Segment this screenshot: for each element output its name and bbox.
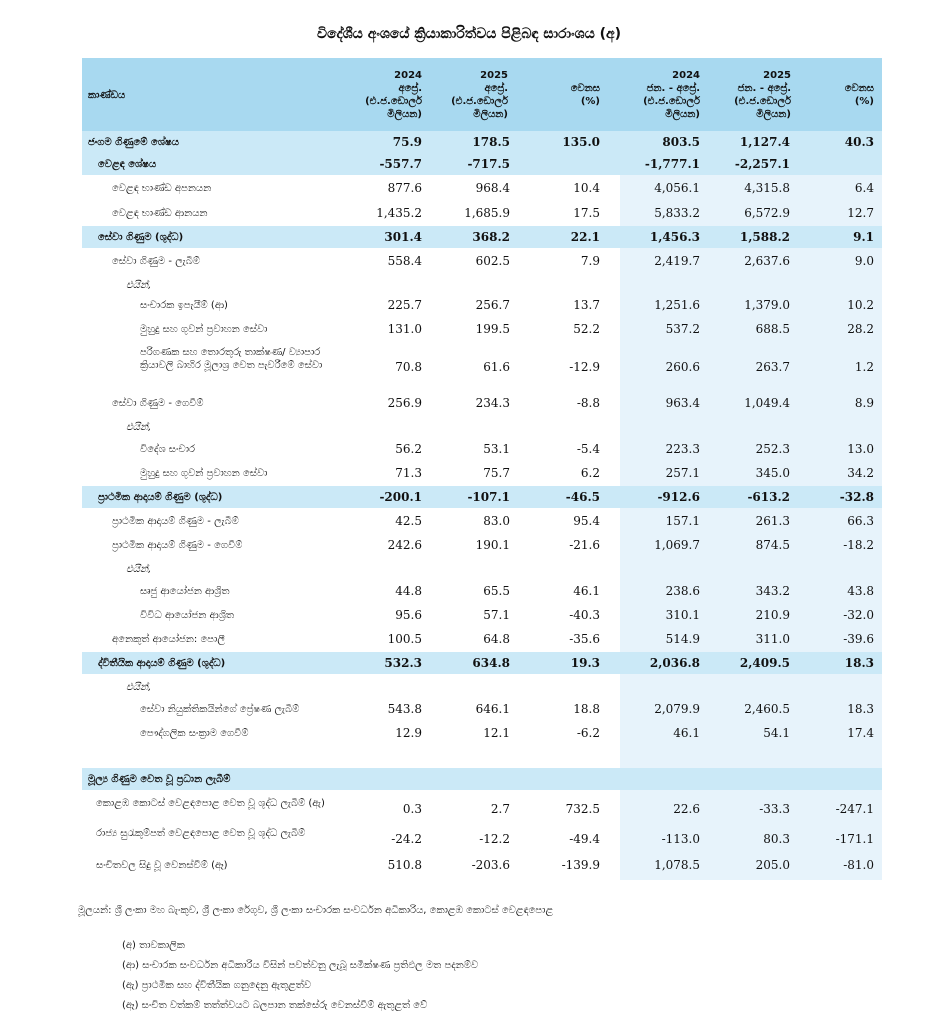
table-cell: 19.3 <box>570 656 600 670</box>
table-cell: 1,069.7 <box>654 538 700 552</box>
row-label: සේවා නියුක්තිකයින්ගේ ප්‍රේෂණ ලැබීම් <box>140 704 300 715</box>
table-cell: 311.0 <box>755 632 790 646</box>
table-cell: 256.7 <box>475 298 510 312</box>
table-cell: -49.4 <box>569 832 600 846</box>
header-col-change-month: වෙනස (%) <box>570 83 600 107</box>
table-cell: 71.3 <box>395 466 422 480</box>
table-cell: -18.2 <box>843 538 874 552</box>
table-cell: 688.5 <box>755 322 790 336</box>
footnote: (ආ) සංචාරක සංවර්ධන අධිකාරිය විසින් පවත්වනු ලැබූ සමීක්ෂණ ප්‍රතිඵල මත පදනම්ව <box>122 960 479 971</box>
table-cell: 223.3 <box>665 442 700 456</box>
row-label: සේවා ගිණුම - ලැබීම් <box>112 256 200 267</box>
table-cell: 178.5 <box>472 135 510 149</box>
row-label: මුහුදු සහ ගුවන් ප්‍රවාහන සේවා <box>140 468 268 479</box>
table-cell: 543.8 <box>387 702 422 716</box>
table-cell: 4,315.8 <box>744 181 790 195</box>
table-cell: 2,036.8 <box>649 656 700 670</box>
table-cell: 732.5 <box>565 802 600 816</box>
row-label: එයින්, <box>126 280 152 291</box>
table-cell: 261.3 <box>755 514 790 528</box>
table-cell: 6,572.9 <box>744 206 790 220</box>
table-cell: 54.1 <box>763 726 790 740</box>
row-label: වෙළඳ භාණ්ඩ ආනයන <box>112 208 208 219</box>
table-cell: 210.9 <box>755 608 790 622</box>
table-cell: 1,685.9 <box>464 206 510 220</box>
table-cell: 56.2 <box>395 442 422 456</box>
row-label: වෙළඳ භාණ්ඩ අපනයන <box>112 183 212 194</box>
table-cell: -107.1 <box>467 490 510 504</box>
table-cell: 1,127.4 <box>739 135 790 149</box>
row-label: මූල්‍ය ගිණුම වෙත වූ ප්‍රධාන ලැබීම් <box>88 774 231 785</box>
table-cell: 57.1 <box>483 608 510 622</box>
table-cell: 301.4 <box>384 230 422 244</box>
table-cell: 514.9 <box>665 632 700 646</box>
table-cell: 310.1 <box>665 608 700 622</box>
table-cell: 75.7 <box>483 466 510 480</box>
table-cell: -2,257.1 <box>734 157 790 171</box>
table-cell: -247.1 <box>835 802 874 816</box>
table-cell: 135.0 <box>562 135 600 149</box>
table-cell: 100.5 <box>387 632 422 646</box>
table-cell: 2,460.5 <box>744 702 790 716</box>
table-cell: -33.3 <box>759 802 790 816</box>
table-cell: -203.6 <box>471 858 510 872</box>
table-cell: 12.9 <box>395 726 422 740</box>
table-cell: 6.2 <box>580 466 600 480</box>
footnote: (ඇ) ප්‍රාථමික සහ ද්විතීයික ගනුදෙනු ඇතුළත්ව <box>122 980 312 991</box>
row-label: රාජ්‍ය සුරැකුම්පත් වෙළඳපොළ වෙත වූ ශුද්ධ ලැබීම් <box>96 828 306 839</box>
table-cell: 5,833.2 <box>654 206 700 220</box>
table-cell: 18.8 <box>573 702 600 716</box>
table-cell: 1.2 <box>854 360 874 374</box>
table-cell: -12.2 <box>479 832 510 846</box>
table-cell: 10.4 <box>573 181 600 195</box>
table-cell: 9.0 <box>854 254 874 268</box>
table-cell: 257.1 <box>665 466 700 480</box>
table-cell: 190.1 <box>475 538 510 552</box>
table-cell: 2,409.5 <box>739 656 790 670</box>
table-cell: -557.7 <box>379 157 422 171</box>
row-label: සෘජු ආයෝජන ආශ්‍රිත <box>140 586 230 597</box>
row-label: ජංගම ගිණුමේ ශේෂය <box>88 137 179 148</box>
table-cell: 80.3 <box>763 832 790 846</box>
table-cell: 1,379.0 <box>744 298 790 312</box>
table-cell: -32.8 <box>839 490 874 504</box>
header-category: කාණ්ඩය <box>88 89 126 101</box>
table-cell: 1,435.2 <box>376 206 422 220</box>
table-cell: 61.6 <box>483 360 510 374</box>
table-cell: -200.1 <box>379 490 422 504</box>
row-label: පරිගණක සහ තොරතුරු තාක්ෂණ/ ව්‍යාපාර ක්‍රියාවලි බාහිර මූලාශ්‍ර වෙත පැවරීමේ සේවා <box>140 347 323 371</box>
table-cell: 256.9 <box>387 396 422 410</box>
table-cell: 2,419.7 <box>654 254 700 268</box>
table-cell: 157.1 <box>665 514 700 528</box>
table-cell: 43.8 <box>847 584 874 598</box>
table-cell: -139.9 <box>561 858 600 872</box>
header-col-ytd-2024: 2024 ජන. - අප්‍රේ. (එ.ජ.ඩොලර් මිලියන) <box>643 70 700 120</box>
table-cell: 260.6 <box>665 360 700 374</box>
table-cell: 10.2 <box>847 298 874 312</box>
table-cell: 64.8 <box>483 632 510 646</box>
footnote: (ඈ) සංචිත වත්කම් තත්ත්වයට බලපාන තක්සේරු වෙනස්වීම් ඇතුළත් වේ <box>122 1000 428 1011</box>
table-cell: 368.2 <box>472 230 510 244</box>
table-cell: 46.1 <box>573 584 600 598</box>
table-cell: -5.4 <box>576 442 600 456</box>
table-cell: 65.5 <box>483 584 510 598</box>
table-cell: 53.1 <box>483 442 510 456</box>
table-cell: 345.0 <box>755 466 790 480</box>
row-label: එයින්, <box>126 682 152 693</box>
table-cell: 18.3 <box>847 702 874 716</box>
table-cell: 0.3 <box>402 802 422 816</box>
table-cell: 95.6 <box>395 608 422 622</box>
row-label: පෞද්ගලික සංක්‍රාම ගෙවීම් <box>140 728 249 739</box>
table-cell: 7.9 <box>580 254 600 268</box>
table-cell: 1,251.6 <box>654 298 700 312</box>
table-cell: 17.5 <box>573 206 600 220</box>
table-cell: 66.3 <box>847 514 874 528</box>
table-cell: 70.8 <box>395 360 422 374</box>
table-cell: 13.7 <box>573 298 600 312</box>
table-cell: -40.3 <box>569 608 600 622</box>
table-cell: 18.3 <box>844 656 874 670</box>
table-cell: 40.3 <box>844 135 874 149</box>
table-cell: 44.8 <box>395 584 422 598</box>
table-cell: 6.4 <box>854 181 874 195</box>
table-cell: 22.1 <box>570 230 600 244</box>
row-label: සංචාරක ඉපැයීම් (ආ) <box>140 300 228 311</box>
table-cell: -113.0 <box>661 832 700 846</box>
row-label: එයින්, <box>126 564 152 575</box>
table-cell: 1,588.2 <box>739 230 790 244</box>
table-cell: 225.7 <box>387 298 422 312</box>
header-col-apr-2024: 2024 අප්‍රේ. (එ.ජ.ඩොලර් මිලියන) <box>365 70 422 120</box>
table-cell: -32.0 <box>843 608 874 622</box>
table-cell: 52.2 <box>573 322 600 336</box>
table-cell: 968.4 <box>475 181 510 195</box>
row-label: මුහුදු සහ ගුවන් ප්‍රවාහන සේවා <box>140 324 268 335</box>
table-cell: 877.6 <box>387 181 422 195</box>
table-cell: -8.8 <box>576 396 600 410</box>
table-cell: 510.8 <box>387 858 422 872</box>
table-cell: 2,079.9 <box>654 702 700 716</box>
table-title: විදේශීය අංශයේ ක්‍රියාකාරිත්වය පිළිබඳ සාරාංශය (අ) <box>316 26 622 42</box>
row-label: ද්විතීයික ආදායම් ගිණුම (ශුද්ධ) <box>98 658 226 669</box>
row-label: වෙළඳ ශේෂය <box>98 159 157 170</box>
table-cell: 263.7 <box>755 360 790 374</box>
table-cell: 12.1 <box>483 726 510 740</box>
table-cell: -613.2 <box>747 490 790 504</box>
table-cell: -81.0 <box>843 858 874 872</box>
source-note: මූලයන්: ශ්‍රී ලංකා මහ බැංකුව, ශ්‍රී ලංකා රේගුව, ශ්‍රී ලංකා සංචාරක සංවර්ධන අධිකාරිය, කොළඹ කොටස් වෙළඳපොළ <box>78 905 554 916</box>
footnote: (අ) තාවකාලික <box>122 940 185 951</box>
table-cell: 602.5 <box>475 254 510 268</box>
table-cell: 131.0 <box>387 322 422 336</box>
table-cell: 238.6 <box>665 584 700 598</box>
table-cell: 22.6 <box>673 802 700 816</box>
table-cell: -46.5 <box>565 490 600 504</box>
table-cell: 13.0 <box>847 442 874 456</box>
table-cell: 234.3 <box>475 396 510 410</box>
table-cell: 242.6 <box>387 538 422 552</box>
table-cell: 1,456.3 <box>649 230 700 244</box>
row-label: විදේශ සංචාර <box>140 444 196 455</box>
table-cell: -717.5 <box>467 157 510 171</box>
table-cell: 28.2 <box>847 322 874 336</box>
table-cell: 532.3 <box>384 656 422 670</box>
table-cell: -12.9 <box>569 360 600 374</box>
table-cell: 803.5 <box>662 135 700 149</box>
row-label: විවිධ ආයෝජන ආශ්‍රිත <box>140 610 235 621</box>
table-cell: -912.6 <box>657 490 700 504</box>
table-cell: 963.4 <box>665 396 700 410</box>
table-cell: -1,777.1 <box>644 157 700 171</box>
table-cell: 46.1 <box>673 726 700 740</box>
table-cell: 12.7 <box>847 206 874 220</box>
row-label: ප්‍රාථමික ආදායම් ගිණුම - ගෙවීම් <box>112 540 243 551</box>
table-cell: 17.4 <box>847 726 874 740</box>
row-label: අනෙකුත් ආයෝජන: පොලී <box>112 634 225 645</box>
row-label: සේවා ගිණුම (ශුද්ධ) <box>98 232 184 243</box>
table-cell: 42.5 <box>395 514 422 528</box>
table-cell: 874.5 <box>755 538 790 552</box>
row-label: සේවා ගිණුම - ගෙවීම් <box>112 398 204 409</box>
header-col-apr-2025: 2025 අප්‍රේ. (එ.ජ.ඩොලර් මිලියන) <box>451 70 508 120</box>
row-label: ප්‍රාථමික ආදායම් ගිණුම - ලැබීම් <box>112 516 239 527</box>
row-label: එයින්, <box>126 422 152 433</box>
table-cell: 2.7 <box>490 802 510 816</box>
table-cell: -39.6 <box>843 632 874 646</box>
header-col-ytd-2025: 2025 ජන. - අප්‍රේ. (එ.ජ.ඩොලර් මිලියන) <box>734 70 791 120</box>
table-cell: 4,056.1 <box>654 181 700 195</box>
header-col-change-ytd: වෙනස (%) <box>844 83 874 107</box>
table-cell: 646.1 <box>475 702 510 716</box>
row-label: සංචිතවල සිදු වූ වෙනස්වීම් (ඈ) <box>96 860 228 871</box>
table-cell: 634.8 <box>472 656 510 670</box>
table-cell: 205.0 <box>755 858 790 872</box>
table-cell: -24.2 <box>391 832 422 846</box>
table-cell: 199.5 <box>475 322 510 336</box>
table-cell: 95.4 <box>573 514 600 528</box>
table-cell: 1,078.5 <box>654 858 700 872</box>
row-label: කොළඹ කොටස් වෙළඳපොළ වෙත වූ ශුද්ධ ලැබීම් (ඇ) <box>96 798 325 809</box>
table-cell: 537.2 <box>665 322 700 336</box>
row-label: ප්‍රාථමික ආදායම් ගිණුම (ශුද්ධ) <box>98 492 223 503</box>
table-cell: -35.6 <box>569 632 600 646</box>
table-cell: -171.1 <box>835 832 874 846</box>
table-cell: 75.9 <box>392 135 422 149</box>
table-cell: 2,637.6 <box>744 254 790 268</box>
table-cell: 252.3 <box>755 442 790 456</box>
table-cell: 34.2 <box>847 466 874 480</box>
table-cell: 83.0 <box>483 514 510 528</box>
table-cell: 343.2 <box>755 584 790 598</box>
table-cell: 9.1 <box>853 230 874 244</box>
table-cell: -21.6 <box>569 538 600 552</box>
table-cell: -6.2 <box>576 726 600 740</box>
table-cell: 1,049.4 <box>744 396 790 410</box>
table-cell: 8.9 <box>854 396 874 410</box>
table-cell: 558.4 <box>387 254 422 268</box>
